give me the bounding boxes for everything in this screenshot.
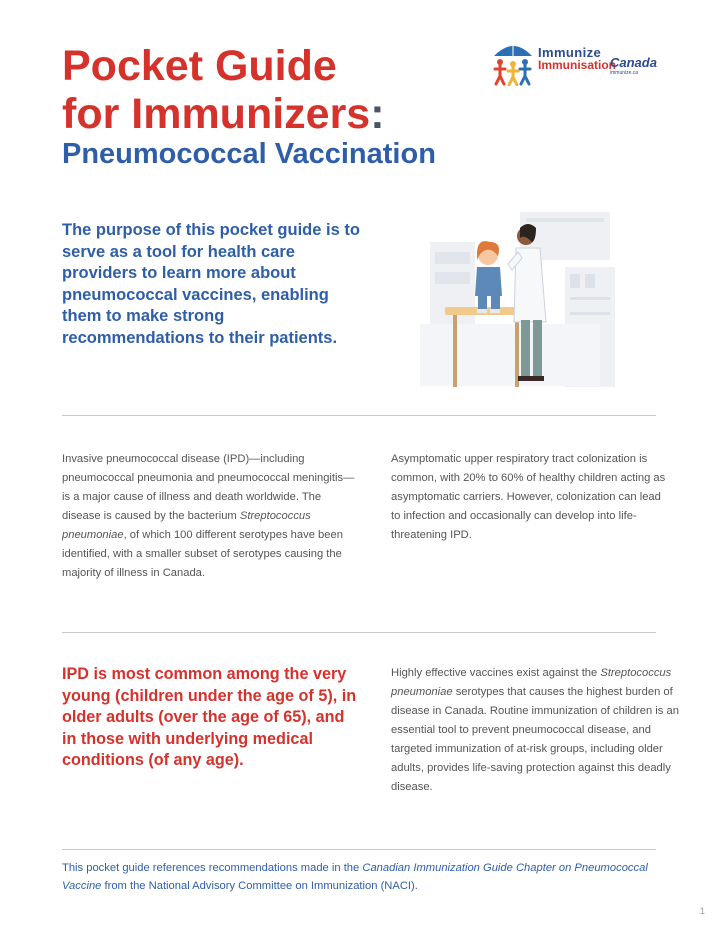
- page-subtitle: Pneumococcal Vaccination: [62, 138, 436, 170]
- logo-word-immunisation: Immunisation: [538, 58, 617, 72]
- immunize-canada-logo[interactable]: [490, 40, 660, 88]
- title-colon: :: [370, 90, 385, 138]
- serotype-name: Streptococcus pneumoniae: [391, 667, 672, 698]
- vaccine-text-1: Highly effective vaccines exist against the: [391, 667, 601, 679]
- people-figures-icon: [490, 42, 536, 86]
- title-text: for Immunizers: [62, 90, 371, 138]
- footer-reference: [62, 859, 672, 895]
- page-title-line2: [62, 90, 385, 138]
- page-number: 1: [700, 906, 706, 916]
- ipd-risk-groups-highlight: IPD is most common among the very young (children under the age of 5), in older adults (over the age of 65), and in those with underlying medical conditions (of any age).: [62, 665, 357, 769]
- purpose-statement: The purpose of this pocket guide is to serve as a tool for health care providers to learn more about pneumococcal vaccines, enabling them to make strong recommendations to their patients.: [62, 221, 360, 347]
- bacterium-name: Streptococcus pneumoniae: [62, 510, 311, 541]
- section-divider-3: [62, 849, 656, 850]
- footer-text-2: from the National Advisory Committee on Immunization (NACI).: [101, 880, 418, 892]
- ipd-description: [62, 450, 357, 583]
- ipd-text-1: Invasive pneumococcal disease (IPD)—including pneumococcal pneumonia and pneumococcal meningitis—is a major cause of illness and death worldwide. The disease is caused by the bacterium: [62, 453, 355, 522]
- page-title-line1: Pocket Guide: [62, 42, 337, 90]
- ipd-text-2: , of which 100 different serotypes have been identified, with a smaller subset of serotypes causing the majority of illness in Canada.: [62, 529, 343, 579]
- footer-text-1: This pocket guide references recommendations made in the: [62, 862, 363, 874]
- section-divider-1: [62, 415, 656, 416]
- logo-word-immunize: Immunize: [538, 45, 602, 60]
- guide-title-link[interactable]: Canadian Immunization Guide Chapter on Pneumococcal Vaccine: [62, 862, 648, 892]
- colonization-description: Asymptomatic upper respiratory tract colonization is common, with 20% to 60% of healthy children acting as asymptomatic carriers. However, colonization can lead to infection and occasionally can develop into life-threatening IPD.: [391, 453, 666, 541]
- logo-url: immunize.ca: [610, 70, 639, 76]
- logo-word-canada: Canada: [610, 55, 657, 70]
- vaccine-text-2: serotypes that causes the highest burden of disease in Canada. Routine immunization of children is an essential tool to prevent pneumococcal disease, and targeted immunization of at-risk groups, including older adults, provides life-saving protection against this deadly disease.: [391, 686, 679, 793]
- vaccine-description: [391, 664, 681, 797]
- doctor-child-illustration: [420, 212, 620, 392]
- section-divider-2: [62, 632, 656, 633]
